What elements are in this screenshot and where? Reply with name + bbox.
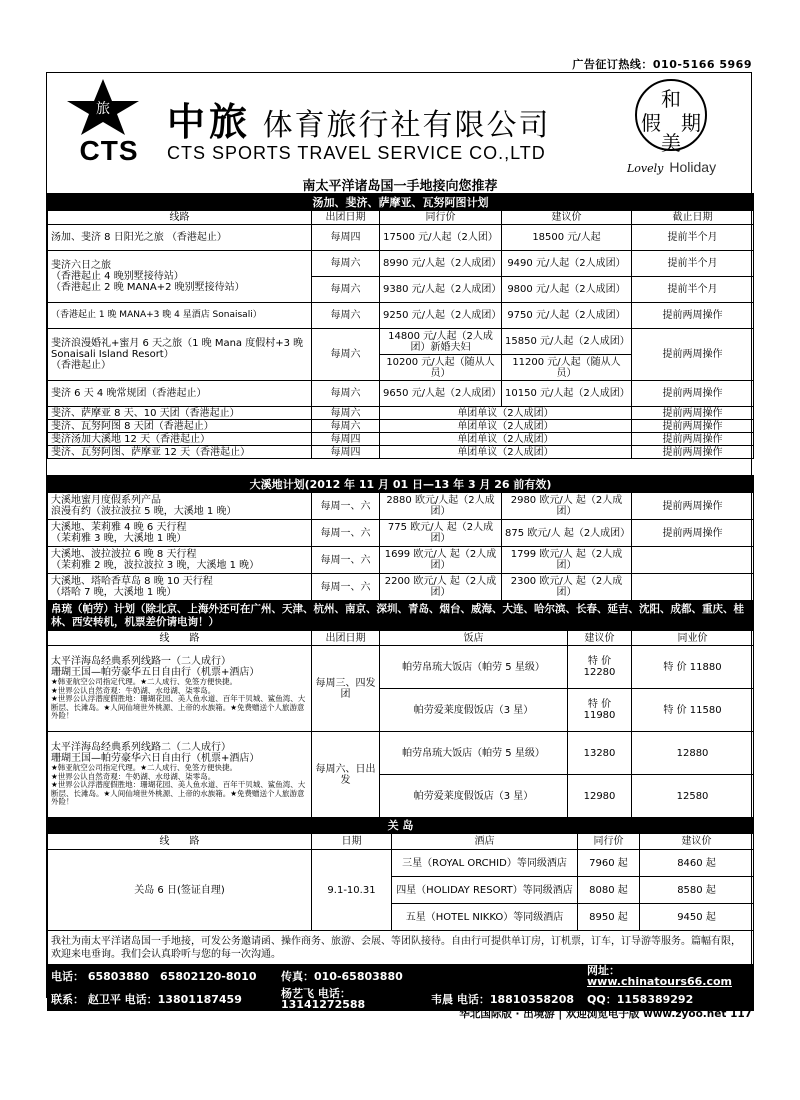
cts-logo-text: CTS (79, 135, 139, 166)
cell-line: 大溪地、波拉波拉 6 晚 8 天行程 (51, 549, 197, 560)
section-title: 关 岛 (48, 818, 754, 834)
table-cell: 8460 起 (640, 850, 754, 877)
table-cell: 15850 元/人起（2人成团） (502, 329, 632, 355)
table-cell: 每周六 (312, 381, 380, 407)
table-cell: 提前两周操作 (632, 493, 754, 520)
table-cell: 提前两周操作 (632, 381, 754, 407)
table-row (48, 381, 754, 407)
table-cell: 13280 (568, 732, 632, 775)
table-cell: 出团日期 (312, 631, 380, 646)
table-cell: 9650 元/人起（2人成团） (380, 381, 502, 407)
table-cell (632, 547, 754, 574)
table-cell: 饭店 (380, 631, 568, 646)
section-title: 大溪地计划(2012 年 11 月 01 日—13 年 3 月 26 前有效) (48, 476, 754, 493)
table-cell: 日期 (312, 834, 392, 850)
table-cell: 每周四 (312, 225, 380, 251)
cell-line: （香港起止 2 晚 MANA+2 晚别墅接待站） (51, 282, 245, 293)
cell-line: 大溪地、塔哈香草岛 8 晚 10 天行程 (51, 576, 213, 587)
table-header (48, 834, 754, 850)
table-cell: 特 价 12280 (568, 646, 632, 689)
table-cell: 每周六 (312, 329, 380, 381)
table-cell: 2880 欧元/人起（2人成团） (380, 493, 502, 520)
table-cell (632, 574, 754, 601)
star-char: 旅 (96, 101, 110, 117)
table-cell: 单团单议（2人成团） (380, 407, 632, 420)
contact-3: 韦晨 电话：18810358208 (428, 988, 584, 1011)
cell-line: （塔哈 7 晚，大溪地 1 晚） (51, 587, 177, 598)
table-cell: 875 欧元/人 起（2人成团） (502, 520, 632, 547)
table-cell: 10150 元/人起（2人成团） (502, 381, 632, 407)
table-cell: 7960 起 (578, 850, 640, 877)
table-cell (48, 251, 312, 303)
table-cell: 单团单议（2人成团） (380, 420, 632, 433)
table-cell: （香港起止 1 晚 MANA+3 晚 4 星酒店 Sonaisali） (48, 303, 312, 329)
table-cell: 网址：www.chinatours66.com (584, 965, 754, 988)
table-cell: 每周一、六 (312, 574, 380, 601)
table-cell: 1799 欧元/人 起（2人成团） (502, 547, 632, 574)
cell-line: ★世界公认自然奇观：牛奶湖、水母湖、柒零岛。 (51, 685, 216, 695)
holiday-en1: Lovely (627, 162, 664, 175)
table-cell: 同行价 (380, 211, 502, 225)
table-row (48, 433, 754, 446)
cell-line: 斐济六日之旅 (51, 260, 111, 271)
table-row (48, 646, 754, 689)
table-cell: 提前两周操作 (632, 433, 754, 446)
table-row (48, 732, 754, 775)
table-cell: 12580 (632, 775, 754, 818)
table-row (48, 225, 754, 251)
table-cell: 8950 起 (578, 904, 640, 931)
lovely-holiday-logo (617, 79, 737, 175)
table-cell: 单团单议（2人成团） (380, 446, 632, 459)
table-cell: 提前两周操作 (632, 329, 754, 381)
table-header (48, 631, 754, 646)
cell-line: ★世界公认浮潜度假胜地：珊瑚花园、美人鱼水道、百年干贝城、鲨鱼湾、大断层、长滩岛。★人间仙境世外桃源、上帝的水族箱。★免费赠送个人旅游意外险！ (51, 780, 306, 807)
cell-line: （香港起止 4 晚别墅接待站） (51, 271, 184, 282)
table-cell: 每周一、六 (312, 547, 380, 574)
table-cell: 斐济汤加大溪地 12 天（香港起止） (48, 433, 312, 446)
cell-line: 大溪地蜜月度假系列产品 (51, 495, 161, 506)
company-cn-name (167, 91, 551, 146)
table-cell: 9490 元/人起（2人成团） (502, 251, 632, 277)
table-cell (48, 732, 312, 818)
cell-line: ★韩亚航空公司指定代理。★二人成行、免签方便快捷。 (51, 677, 237, 687)
holiday-char-3: 期 (681, 111, 701, 135)
table-row (48, 407, 754, 420)
table-cell: 四星（HOLIDAY RESORT）等同级酒店 (392, 877, 578, 904)
table-cell: 提前半个月 (632, 277, 754, 303)
table-cell: 截止日期 (632, 211, 754, 225)
table-cell: 提前两周操作 (632, 520, 754, 547)
table-cell: 11200 元/人起（随从人员） (502, 355, 632, 381)
cell-line: 太平洋海岛经典系列线路一（二人成行） (51, 656, 231, 668)
table-cell: 12880 (632, 732, 754, 775)
company-cn-rest: 体育旅行社有限公司 (262, 108, 551, 143)
table-cell: 帕劳帛琉大饭店（帕劳 5 星级） (380, 646, 568, 689)
cell-line: （香港起止） (51, 360, 111, 371)
table-cell (48, 329, 312, 381)
table-cell: 特 价 11580 (632, 689, 754, 732)
cell-line: ★世界公认自然奇观：牛奶湖、水母湖、柒零岛。 (51, 771, 216, 781)
table-cell: 每周六 (312, 420, 380, 433)
table-cell: 2300 欧元/人 起（2人成团） (502, 574, 632, 601)
table-cell: 2980 欧元/人 起（2人成团） (502, 493, 632, 520)
cell-line: （茉莉雅 3 晚，大溪地 1 晚） (51, 533, 187, 544)
table-cell (48, 547, 312, 574)
table-cell: 五星（HOTEL NIKKO）等同级酒店 (392, 904, 578, 931)
table-cell: 12980 (568, 775, 632, 818)
page-footer: 华北国际版 · 出境游 | 欢迎浏览电子版 www.zyoo.net 117 (459, 1008, 752, 1020)
table-cell: 18500 元/人起 (502, 225, 632, 251)
table-cell: 每周一、六 (312, 520, 380, 547)
table-row (48, 574, 754, 601)
table-cell (48, 646, 312, 732)
table-cell: 三星（ROYAL ORCHID）等同级酒店 (392, 850, 578, 877)
contact-block (47, 930, 754, 1011)
hotline: 广告征订热线：010-5166 5969 (572, 58, 752, 71)
table-cell (48, 574, 312, 601)
table-row (48, 520, 754, 547)
table-cell: 斐济、瓦努阿图、萨摩亚 12 天（香港起止） (48, 446, 312, 459)
table-cell: 建议价 (502, 211, 632, 225)
table-cell: 提前两周操作 (632, 407, 754, 420)
table-cell: 每周六 (312, 407, 380, 420)
table-cell: 8080 起 (578, 877, 640, 904)
table-row (48, 493, 754, 520)
table-cell: 17500 元/人起（2人团） (380, 225, 502, 251)
cell-line: （茉莉雅 2 晚，波拉波拉 3 晚，大溪地 1 晚） (51, 560, 260, 571)
table-cell: 关岛 6 日(签证自理) (48, 850, 312, 931)
table-cell: 单团单议（2人成团） (380, 433, 632, 446)
table-cell: 每周六、日出发 (312, 732, 380, 818)
table-cell: 特 价 11880 (632, 646, 754, 689)
table-cell: 提前两周操作 (632, 446, 754, 459)
holiday-char-1: 和 (661, 87, 681, 111)
table-cell: 斐济、瓦努阿图 8 天团（香港起止） (48, 420, 312, 433)
section-title: 汤加、斐济、萨摩亚、瓦努阿图计划 (48, 194, 754, 211)
table-row (48, 251, 754, 277)
table-cell (48, 493, 312, 520)
cell-line: 珊瑚王国—帕劳豪华五日自由行（机票+酒店） (51, 667, 260, 679)
table-cell: 1699 欧元/人 起（2人成团） (380, 547, 502, 574)
company-cn-big: 中旅 (167, 99, 252, 144)
table-cell: 提前半个月 (632, 251, 754, 277)
table-cell: 8990 元/人起（2人成团） (380, 251, 502, 277)
table-cell: 8580 起 (640, 877, 754, 904)
cell-line: ★韩亚航空公司指定代理。★二人成行、免签方便快捷。 (51, 763, 237, 773)
holiday-char-4: 美 (661, 131, 681, 155)
table-cell: 汤加、斐济 8 日阳光之旅 （香港起止） (48, 225, 312, 251)
table-cell: 9450 起 (640, 904, 754, 931)
table-cell: 每周六 (312, 277, 380, 303)
table-cell: 9250 元/人起（2人成团） (380, 303, 502, 329)
cell-line: ★世界公认浮潜度假胜地：珊瑚花园、美人鱼水道、百年干贝城、鲨鱼湾、大断层、长滩岛。★人间仙境世外桃源、上帝的水族箱。★免费赠送个人旅游意外险！ (51, 694, 306, 721)
table-cell: 每周六 (312, 303, 380, 329)
table-cell: 775 欧元/人 起（2人成团） (380, 520, 502, 547)
table-cell: 10200 元/人起（随从人员） (380, 355, 502, 381)
holiday-char-2: 假 (641, 111, 661, 135)
table-row (48, 850, 754, 877)
table-cell: 同行价 (578, 834, 640, 850)
table-cell: 9380 元/人起（2人成团） (380, 277, 502, 303)
table-cell: 特 价 11980 (568, 689, 632, 732)
table-cell: 9.1-10.31 (312, 850, 392, 931)
table-cell: 斐济、萨摩亚 8 天、10 天团（香港起止） (48, 407, 312, 420)
table-cell: 提前两周操作 (632, 420, 754, 433)
holiday-en2: Holiday (669, 159, 717, 175)
table-cell: 提前半个月 (632, 225, 754, 251)
table-cell: 每周三、四发团 (312, 646, 380, 732)
table-header (48, 211, 754, 225)
table-row (48, 446, 754, 459)
contact-1: 联系： 赵卫平 电话：13801187459 (48, 988, 278, 1011)
table-cell: 14800 元/人起（2人成团）新婚夫妇 (380, 329, 502, 355)
table-row (48, 420, 754, 433)
table-cell: 线 路 (48, 834, 312, 850)
table-cell: 每周六 (312, 251, 380, 277)
section-tahiti (47, 475, 754, 601)
table-row (48, 547, 754, 574)
table-row (48, 303, 754, 329)
table-cell: 9800 元/人起（2人成团） (502, 277, 632, 303)
page-headline: 南太平洋诸岛国一手地接向您推荐 (302, 179, 498, 194)
table-cell: 2200 欧元/人 起（2人成团） (380, 574, 502, 601)
ad-frame (46, 72, 752, 1011)
table-cell: 每周四 (312, 433, 380, 446)
cell-line: 斐济浪漫婚礼+蜜月 6 天之旅（1 晚 Mana 度假村+3 晚 Sonaisali Island Resort） (51, 338, 304, 360)
table-cell (48, 520, 312, 547)
contact-2: 杨艺飞 电话：13141272588 (278, 988, 428, 1011)
table-cell: 斐济 6 天 4 晚常规团（香港起止） (48, 381, 312, 407)
brand-header (47, 73, 753, 175)
table-cell: 帕劳爱莱度假饭店（3 星） (380, 775, 568, 818)
cell-line: 浪漫有约（波拉波拉 5 晚，大溪地 1 晚） (51, 506, 237, 517)
table-cell: 提前两周操作 (632, 303, 754, 329)
table-cell: 帕劳爱莱度假饭店（3 星） (380, 689, 568, 732)
table-cell: 同业价 (632, 631, 754, 646)
table-cell: 酒店 (392, 834, 578, 850)
table-cell: 帕劳帛琉大饭店（帕劳 5 星级） (380, 732, 568, 775)
fax: 传真：010-65803880 (278, 965, 584, 988)
cell-line: 大溪地、茉莉雅 4 晚 6 天行程 (51, 522, 187, 533)
table-cell: 每周四 (312, 446, 380, 459)
company-en-name: CTS SPORTS TRAVEL SERVICE CO.,LTD (167, 143, 546, 163)
table-cell: 9750 元/人起（2人成团） (502, 303, 632, 329)
table-row (48, 329, 754, 355)
table-cell: 线路 (48, 211, 312, 225)
section-palau (47, 600, 754, 818)
website-link[interactable]: www.chinatours66.com (587, 975, 732, 988)
intro-text: 我社为南太平洋诸岛国一手地接，可发公务邀请函、操作商务、旅游、会展、等团队接待。自由行可提供单订房，订机票，订车，订导游等服务。篇幅有限，欢迎来电垂询。我们会认真聆听与您的每一次沟通。 (48, 931, 754, 965)
section-guam (47, 817, 754, 931)
table-cell: 出团日期 (312, 211, 380, 225)
star-logo-icon (59, 77, 147, 137)
holiday-text (627, 159, 716, 175)
section-title: 帛琉（帕劳）计划（除北京、上海外还可在广州、天津、杭州、南京、深圳、青岛、烟台、威海、大连、哈尔滨、长春、延吉、沈阳、成都、重庆、桂林、西安转机，机票差价请电询！） (48, 601, 754, 631)
table-cell: 建议价 (568, 631, 632, 646)
cell-line: 珊瑚王国—帕劳豪华六日自由行（机票+酒店） (51, 753, 260, 765)
table-cell: 建议价 (640, 834, 754, 850)
section-tonga-fiji (47, 193, 754, 459)
table-cell: 每周一、六 (312, 493, 380, 520)
table-cell: 线 路 (48, 631, 312, 646)
holiday-circle (635, 79, 707, 155)
qq: QQ：1158389292 (584, 988, 754, 1011)
tel: 电话： 65803880 65802120-8010 (48, 965, 278, 988)
cell-line: 太平洋海岛经典系列线路二（二人成行） (51, 742, 231, 754)
